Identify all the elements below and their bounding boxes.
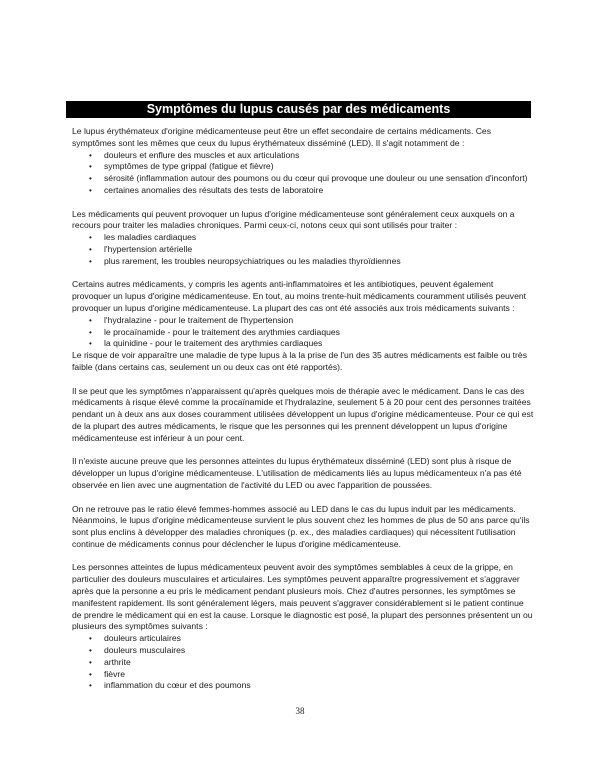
bullet-icon: •	[89, 327, 92, 337]
drug-list	[72, 315, 534, 350]
bullet-icon: •	[89, 233, 92, 243]
list-item-text: plus rarement, les troubles neuropsychiatriques ou les maladies thyroïdiennes	[104, 255, 401, 266]
list-item	[72, 244, 534, 256]
list-item	[72, 256, 534, 268]
list-item	[72, 173, 534, 185]
list-item-text: la quinidine - pour le traitement des arythmies cardiaques	[104, 338, 323, 349]
bullet-icon: •	[89, 681, 92, 691]
list-item	[72, 338, 534, 350]
bullet-icon: •	[89, 669, 92, 679]
bullet-icon: •	[89, 162, 92, 172]
paragraph-evidence: Il n'existe aucune preuve que les personnes atteintes du lupus érythémateux disséminé (LED) sont plus à risque de développer un lupus d'origine médicamenteuse. L'utilisation de médicaments liés au lupus médicamenteux n'a pas été observée en lien avec une augmentation de l'activité du LED ou avec l'apparition de poussées.	[72, 456, 522, 490]
list-item-text: douleurs musculaires	[104, 645, 186, 656]
list-item-text: les maladies cardiaques	[104, 232, 197, 243]
bullet-icon: •	[89, 174, 92, 184]
list-item-text: sérosité (inflammation autour des poumons ou du cœur qui provoque une douleur ou une sensation d'inconfort)	[104, 173, 528, 184]
list-item	[72, 657, 534, 669]
paragraph-intro: Le lupus érythémateux d'origine médicamenteuse peut être un effet secondaire de certains médicaments. Ces symptômes sont les mêmes que ceux du lupus érythémateux disséminé (LED). Il s'agit notamment de :	[72, 126, 491, 148]
list-item-text: certaines anomalies des résultats des tests de laboratoire	[104, 184, 324, 195]
paragraph-presentation: Les personnes atteintes de lupus médicamenteux peuvent avoir des symptômes semblables à ceux de la grippe, en particulier des douleurs musculaires et articulaires. Les symptômes peuvent apparaître progressivement et s'aggraver après que la personne a eu pris le médicament pendant plusieurs mois. Chez d'autres personnes, les symptômes se manifestent rapidement. Ils sont généralement légers, mais peuvent s'aggraver considérablement si le patient continue de prendre le médicament qui en est la cause. Lorsque le diagnostic est posé, la plupart des personnes présentent un ou plusieurs des symptômes suivants :	[72, 562, 533, 632]
symptom-list	[72, 150, 534, 197]
list-item	[72, 232, 534, 244]
paragraph-other-drugs: Certains autres médicaments, y compris les agents anti-inflammatoires et les antibiotiques, peuvent également provoquer un lupus d'origine médicamenteuse. En tout, au moins trente-huit médicaments couramment utilisés peuvent provoquer un lupus d'origine médicamenteuse. La plupart des cas ont été associés aux trois médicaments suivants :	[72, 279, 527, 313]
paragraph-risk: Le risque de voir apparaître une maladie de type lupus à la la prise de l'un des 35 autres médicaments est faible ou très faible (dans certains cas, seulement un ou deux cas ont été rapportés).	[72, 350, 527, 372]
list-item	[72, 150, 534, 162]
list-item-text: douleurs articulaires	[104, 633, 181, 644]
list-item	[72, 161, 534, 173]
page-number: 38	[295, 706, 305, 716]
bullet-icon: •	[89, 634, 92, 644]
section-title: Symptômes du lupus causés par des médicaments	[66, 101, 531, 118]
list-item	[72, 185, 534, 197]
bullet-icon: •	[89, 657, 92, 667]
bullet-icon: •	[89, 339, 92, 349]
bullet-icon: •	[89, 646, 92, 656]
list-item-text: le procaïnamide - pour le traitement des arythmies cardiaques	[104, 326, 340, 337]
bullet-icon: •	[89, 315, 92, 325]
bullet-icon: •	[89, 185, 92, 195]
list-item	[72, 315, 534, 327]
presenting-symptom-list	[72, 633, 534, 692]
list-item-text: douleurs et enflure des muscles et aux articulations	[104, 149, 300, 160]
bullet-icon: •	[89, 256, 92, 266]
paragraph-ratio: On ne retrouve pas le ratio élevé femmes-hommes associé au LED dans le cas du lupus induit par les médicaments. Néanmoins, le lupus d'origine médicamenteuse survient le plus souvent chez les hommes de plus de 50 ans parce qu'ils sont plus enclins à développer des maladies chroniques (p. ex., des maladies cardiaques) qui nécessitent l'utilisation continue de médicaments connus pour déclencher le lupus d'origine médicamenteuse.	[72, 503, 530, 549]
list-item-text: symptômes de type grippal (fatigue et fièvre)	[104, 161, 274, 172]
list-item-text: arthrite	[104, 656, 131, 667]
paragraph-onset: Il se peut que les symptômes n'apparaissent qu'après quelques mois de thérapie avec le médicament. Dans le cas des médicaments à risque élevé comme la procaïnamide et l'hydralazine, seulement 5 à 20 pour cent des personnes traitées pendant un à deux ans aux doses couramment utilisées développent un lupus d'origine médicamenteuse. Pour ce qui est de la plupart des autres médicaments, le risque que les personnes qui les prennent développent un lupus d'origine médicamenteuse est inférieur à un pour cent.	[72, 385, 534, 443]
list-item-text: l'hydralazine - pour le traitement de l'hypertension	[104, 314, 294, 325]
bullet-icon: •	[89, 244, 92, 254]
list-item-text: l'hypertension artérielle	[104, 243, 193, 254]
list-item-text: inflammation du cœur et des poumons	[104, 680, 251, 691]
list-item	[72, 669, 534, 681]
paragraph-chronic-drugs: Les médicaments qui peuvent provoquer un lupus d'origine médicamenteuse sont généralement ceux auxquels on a recours pour traiter les maladies chroniques. Parmi ceux-ci, notons ceux qui sont utilisés pour traiter :	[72, 208, 515, 231]
list-item-text: fièvre	[104, 668, 126, 679]
bullet-icon: •	[89, 150, 92, 160]
condition-list	[72, 232, 534, 267]
list-item	[72, 680, 534, 692]
list-item	[72, 327, 534, 339]
document-body	[72, 126, 534, 692]
list-item	[72, 633, 534, 645]
list-item	[72, 645, 534, 657]
